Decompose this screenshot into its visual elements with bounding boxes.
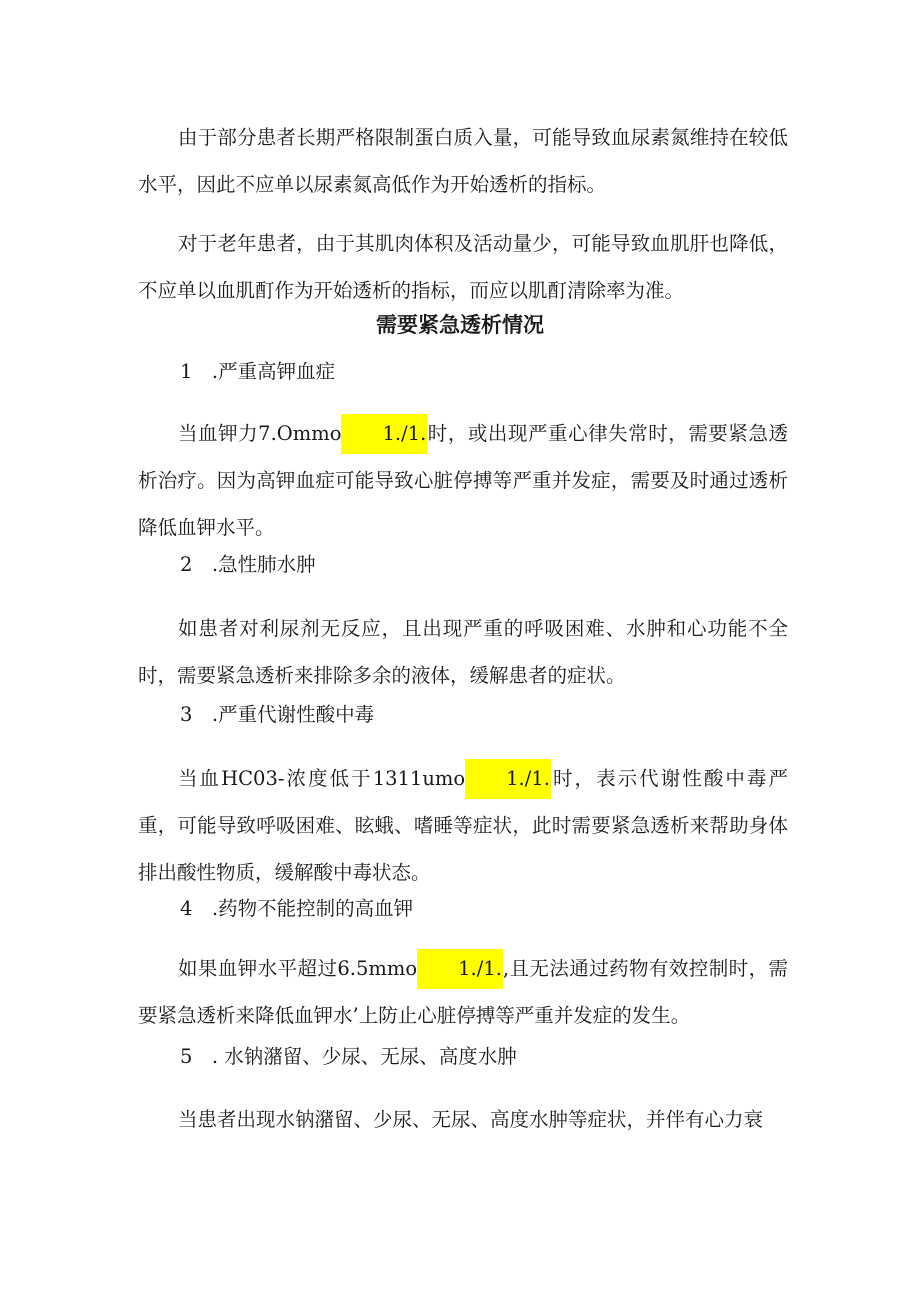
item-1-heading: 1 .严重高钾血症 — [180, 360, 336, 383]
item-4-highlight: 1./1. — [417, 949, 503, 989]
item-1-body — [138, 410, 788, 551]
section-title: 需要紧急透析情况 — [376, 313, 544, 337]
item-1-body-text-rest: 时，或出现严重心律失常时，需要紧急透析治疗。因为高钾血症可能导致心脏停搏等严重并发症，需要及时通过透析降低血钾水平。 — [138, 422, 788, 539]
item-4-heading: 4 .药物不能控制的高血钾 — [180, 897, 414, 920]
item-1-body-text: 当血钾力7.Ommo — [178, 422, 342, 445]
item-1-highlight: 1./1. — [341, 414, 427, 454]
item-5-body: 当患者出现水钠潴留、少尿、无尿、高度水肿等症状，并伴有心力衰 — [178, 1108, 764, 1131]
item-3-body-text-rest: 时，表示代谢性酸中毒严重，可能导致呼吸困难、眩蛾、嗜睡等症状，此时需要紧急透析来帮助身体排出酸性物质，缓解酸中毒状态。 — [138, 767, 788, 884]
item-4-body-text-rest: ,且无法通过药物有效控制时，需要紧急透析来降低血钾水’上防止心脏停搏等严重并发症的发生。 — [138, 957, 788, 1027]
paragraph-urea-nitrogen: 由于部分患者长期严格限制蛋白质入量，可能导致血尿素氮维持在较低水平，因此不应单以尿素氮高低作为开始透析的指标。 — [138, 126, 788, 196]
item-4-body — [138, 945, 788, 1039]
item-2-body: 如患者对利尿剂无反应，且出现严重的呼吸困难、水肿和心功能不全时，需要紧急透析来排除多余的液体，缓解患者的症状。 — [138, 617, 788, 687]
item-3-heading: 3 .严重代谢性酸中毒 — [180, 703, 375, 726]
item-5-heading: 5 . 水钠潴留、少尿、无尿、高度水肿 — [180, 1045, 517, 1068]
item-3-body — [138, 755, 788, 896]
item-4-body-text: 如果血钾水平超过6.5mmo — [178, 957, 418, 980]
item-3-highlight: 1./1. — [465, 759, 551, 799]
item-2-heading: 2 .急性肺水肿 — [180, 553, 316, 576]
paragraph-elderly-patients: 对于老年患者，由于其肌肉体积及活动量少，可能导致血肌肝也降低，不应单以血肌酊作为开始透析的指标，而应以肌酊清除率为准。 — [138, 232, 788, 302]
item-3-body-text: 当血HC03-浓度低于1311umo — [178, 767, 466, 790]
